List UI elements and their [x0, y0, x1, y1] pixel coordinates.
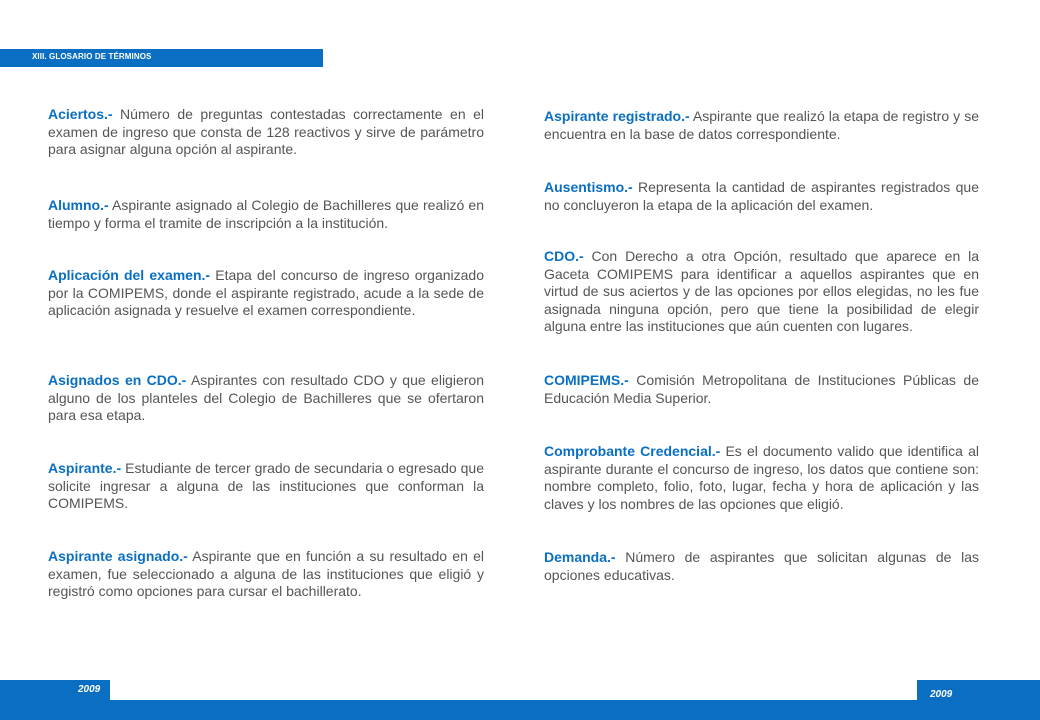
- glossary-definition: Con Derecho a otra Opción, resultado que aparece en la Gaceta COMIPEMS para identificar a aquellos aspirantes que en virtud de sus aciertos y de las opciones por ellos elegidas, no les fue asignada ninguna opción, pero que tiene la posibilidad de elegir alguna entre las instituciones que aún cuenten con lugares.: [544, 248, 979, 334]
- section-header-bar: [0, 49, 323, 67]
- glossary-entry: [48, 460, 484, 513]
- glossary-definition: Es el documento valido que identifica al aspirante durante el concurso de ingreso, los datos que contiene son: nombre completo, folio, foto, lugar, fecha y hora de aplicación y las claves y los nombres de las opciones que eligió.: [544, 443, 979, 512]
- glossary-term: Aspirante asignado.-: [48, 548, 188, 564]
- glossary-term: Aciertos.-: [48, 106, 113, 122]
- glossary-term: Demanda.-: [544, 549, 616, 565]
- glossary-term: Aspirante registrado.-: [544, 108, 690, 124]
- glossary-entry: [544, 443, 979, 513]
- glossary-entry: [48, 372, 484, 425]
- glossary-term: Alumno.-: [48, 197, 109, 213]
- glossary-definition: Etapa del concurso de ingreso organizado por la COMIPEMS, donde el aspirante registrado, acude a la sede de aplicación asignada y resuelve el examen correspondiente.: [48, 267, 484, 318]
- glossary-term: Comprobante Credencial.-: [544, 443, 721, 459]
- glossary-entry: [544, 108, 979, 143]
- glossary-entry: [48, 197, 484, 232]
- footer-year-left: 2009: [78, 684, 101, 695]
- glossary-term: Asignados en CDO.-: [48, 372, 187, 388]
- glossary-definition: Aspirante asignado al Colegio de Bachilleres que realizó en tiempo y forma el tramite de inscripción a la institución.: [48, 197, 484, 231]
- glossary-term: COMIPEMS.-: [544, 372, 629, 388]
- glossary-entry: [48, 548, 484, 601]
- glossary-definition: Aspirantes con resultado CDO y que eligieron alguno de los planteles del Colegio de Bachilleres que se ofertaron para esa etapa.: [48, 372, 484, 423]
- glossary-definition: Número de preguntas contestadas correctamente en el examen de ingreso que consta de 128 reactivos y sirve de parámetro para asignar alguna opción al aspirante.: [48, 106, 484, 157]
- section-title: XIII. GLOSARIO DE TÉRMINOS: [32, 52, 152, 61]
- glossary-term: Aplicación del examen.-: [48, 267, 211, 283]
- glossary-entry: [544, 372, 979, 407]
- glossary-definition: Comisión Metropolitana de Instituciones Públicas de Educación Media Superior.: [544, 372, 979, 406]
- glossary-term: Ausentismo.-: [544, 179, 633, 195]
- glossary-entry: [48, 106, 484, 159]
- glossary-entry: [544, 248, 979, 336]
- glossary-definition: Aspirante que realizó la etapa de registro y se encuentra en la base de datos correspondiente.: [544, 108, 979, 142]
- footer-year-right: 2009: [930, 689, 953, 700]
- glossary-term: Aspirante.-: [48, 460, 122, 476]
- glossary-entry: [544, 549, 979, 584]
- glossary-definition: Estudiante de tercer grado de secundaria o egresado que solicite ingresar a alguna de las instituciones que conforman la COMIPEMS.: [48, 460, 484, 511]
- footer-strip: [0, 700, 1040, 720]
- glossary-definition: Número de aspirantes que solicitan algunas de las opciones educativas.: [544, 549, 979, 583]
- page-footer: [0, 680, 1040, 720]
- glossary-definition: Aspirante que en función a su resultado en el examen, fue seleccionado a alguna de las instituciones que eligió y registró como opciones para cursar el bachillerato.: [48, 548, 484, 599]
- glossary-definition: Representa la cantidad de aspirantes registrados que no concluyeron la etapa de la aplicación del examen.: [544, 179, 979, 213]
- glossary-entry: [48, 267, 484, 320]
- glossary-entry: [544, 179, 979, 214]
- glossary-term: CDO.-: [544, 248, 584, 264]
